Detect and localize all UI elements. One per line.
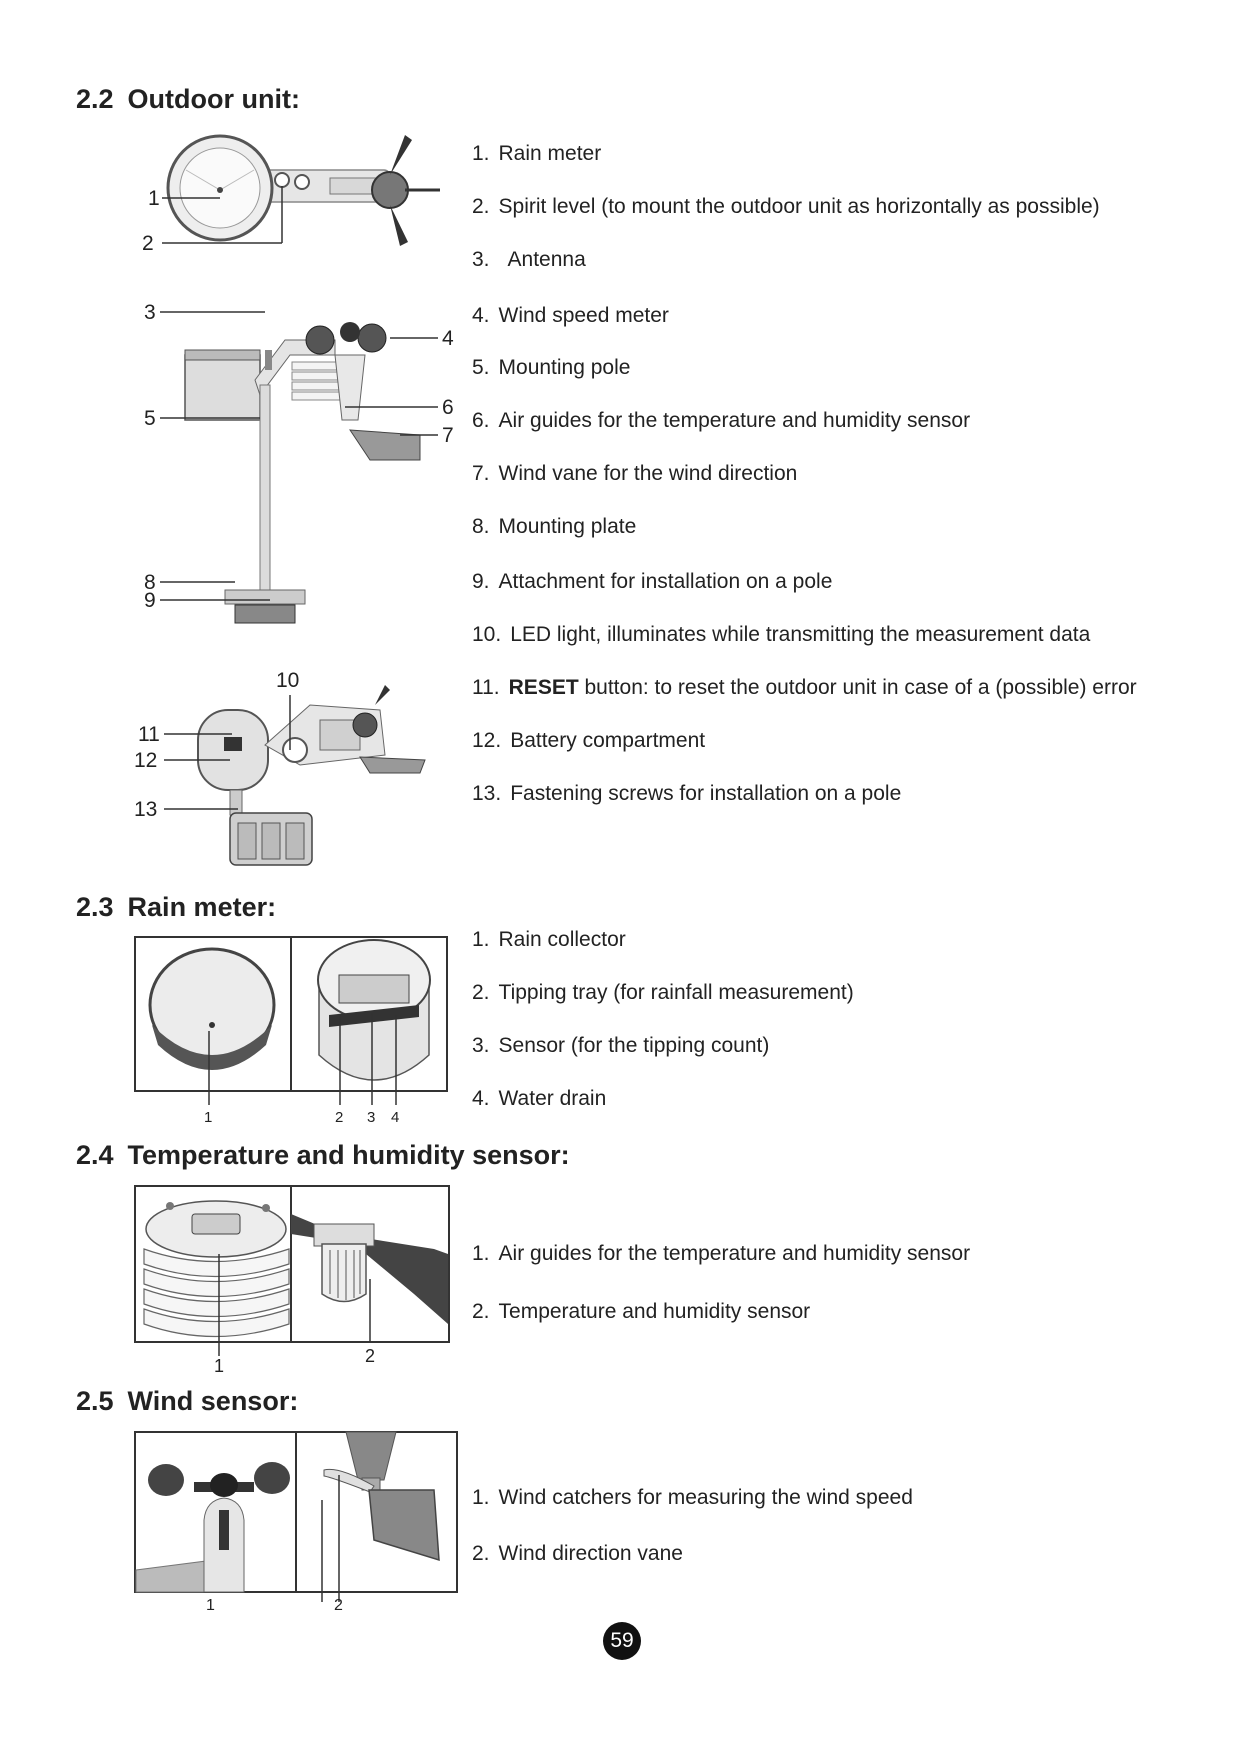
section-heading-outdoor-unit (76, 84, 300, 115)
section-number: 2.2 (76, 84, 114, 114)
page-number-badge: 59 (603, 1622, 641, 1660)
list-item: 1. Rain collector (472, 928, 626, 951)
list-item: 7. Wind vane for the wind direction (472, 462, 798, 485)
rain-meter-illustration (134, 935, 454, 1125)
callout-label: 13 (134, 798, 158, 821)
list-item: 1. Wind catchers for measuring the wind speed (472, 1486, 913, 1509)
callout-label: 2 (365, 1346, 376, 1366)
list-item: 10. LED light, illuminates while transmitting the measurement data (472, 623, 1091, 646)
callout-label: 12 (134, 749, 158, 772)
list-item: 4. Water drain (472, 1087, 607, 1110)
callout-label: 2 (335, 1109, 344, 1125)
callout-label: 3 (367, 1109, 376, 1125)
list-item: 2. Spirit level (to mount the outdoor unit as horizontally as possible) (472, 195, 1100, 218)
list-item: 2. Temperature and humidity sensor (472, 1300, 811, 1323)
list-item: 5. Mounting pole (472, 356, 631, 379)
list-item: 11. RESET button: to reset the outdoor unit in case of a (possible) error (472, 676, 1137, 699)
outdoor-unit-top-view-illustration (120, 130, 460, 260)
list-item: 12. Battery compartment (472, 729, 706, 752)
temperature-humidity-sensor-illustration (134, 1184, 454, 1374)
list-item: 2. Wind direction vane (472, 1542, 683, 1565)
section-heading-rain-meter (76, 892, 276, 923)
callout-label: 2 (142, 232, 154, 255)
list-item: 1. Rain meter (472, 142, 602, 165)
outdoor-unit-side-view-illustration (120, 300, 465, 630)
wind-sensor-illustration (134, 1430, 464, 1620)
list-item: 4. Wind speed meter (472, 304, 669, 327)
list-item: 6. Air guides for the temperature and humidity sensor (472, 409, 971, 432)
section-number: 2.4 (76, 1140, 114, 1170)
list-item: 9. Attachment for installation on a pole (472, 570, 833, 593)
section-title: Outdoor unit: (127, 84, 300, 114)
outdoor-unit-rear-view-illustration (120, 665, 460, 875)
callout-label: 8 (144, 571, 156, 594)
section-title: Temperature and humidity sensor: (127, 1140, 570, 1170)
section-heading-wind-sensor (76, 1386, 298, 1417)
section-number: 2.5 (76, 1386, 114, 1416)
callout-label: 4 (442, 327, 454, 350)
list-item: 3. Antenna (472, 248, 586, 271)
callout-label: 1 (206, 1597, 215, 1614)
callout-label: 10 (276, 669, 300, 692)
callout-label: 1 (148, 187, 160, 210)
section-title: Rain meter: (127, 892, 277, 922)
callout-label: 7 (442, 424, 454, 447)
list-item: 1. Air guides for the temperature and humidity sensor (472, 1242, 971, 1265)
callout-label: 5 (144, 407, 156, 430)
list-item: 8. Mounting plate (472, 515, 637, 538)
callout-label: 3 (144, 301, 156, 324)
callout-label: 6 (442, 396, 454, 419)
callout-label: 4 (391, 1109, 400, 1125)
section-title: Wind sensor: (127, 1386, 299, 1416)
callout-label: 9 (144, 589, 156, 612)
list-item: 3. Sensor (for the tipping count) (472, 1034, 770, 1057)
list-item: 2. Tipping tray (for rainfall measurement) (472, 981, 854, 1004)
callout-label: 1 (204, 1109, 213, 1125)
callout-label: 11 (138, 723, 160, 746)
callout-label: 2 (334, 1597, 343, 1614)
section-number: 2.3 (76, 892, 114, 922)
section-heading-temperature-humidity-sensor (76, 1140, 570, 1171)
callout-label: 1 (214, 1356, 225, 1374)
list-item: 13. Fastening screws for installation on a pole (472, 782, 902, 805)
